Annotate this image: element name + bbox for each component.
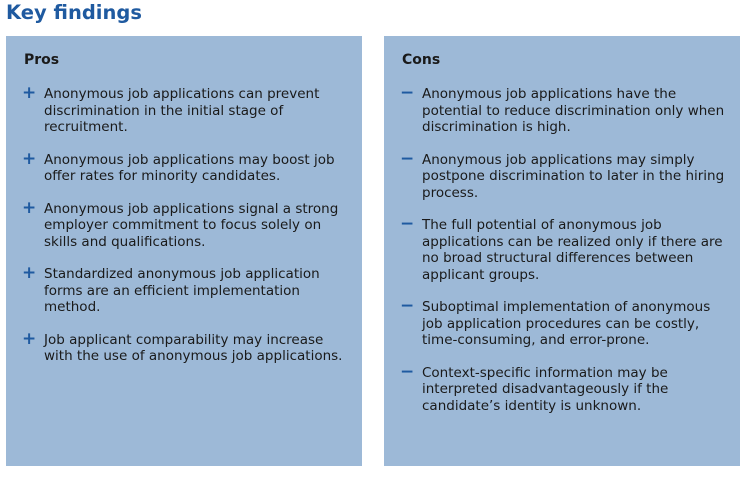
minus-icon: − xyxy=(400,361,415,382)
cons-list-item xyxy=(400,296,730,349)
pros-item-text: Job applicant comparability may increase with the use of anonymous job applications. xyxy=(44,331,343,364)
pros-heading: Pros xyxy=(24,52,60,68)
cons-list xyxy=(400,83,730,430)
pros-item-text: Anonymous job applications may boost job offer rates for minority candidates. xyxy=(44,151,335,184)
pros-item-text: Anonymous job applications can prevent discrimination in the initial stage of recruitment. xyxy=(44,86,320,135)
plus-icon: + xyxy=(22,263,37,283)
cons-item-text: Suboptimal implementation of anonymous job application procedures can be costly, time-consuming, and error-prone. xyxy=(422,299,711,348)
minus-icon: − xyxy=(400,83,415,103)
minus-icon: − xyxy=(400,214,415,234)
pros-list-item xyxy=(22,263,352,316)
cons-list-item xyxy=(400,214,730,283)
cons-item-text: Anonymous job applications may simply postpone discrimination to later in the hiring process. xyxy=(422,151,725,201)
cons-list-item xyxy=(400,83,730,136)
minus-icon: − xyxy=(400,148,415,169)
cons-list-item xyxy=(400,361,730,415)
plus-icon: + xyxy=(22,83,37,103)
page-title: Key findings xyxy=(6,1,142,24)
cons-item-text: Anonymous job applications have the potential to reduce discrimination only when discrimination is high. xyxy=(422,86,725,135)
pros-list-item xyxy=(22,83,352,136)
pros-list-item xyxy=(22,197,352,251)
cons-heading: Cons xyxy=(402,52,441,68)
pros-list-item xyxy=(22,328,352,365)
minus-icon: − xyxy=(400,296,415,316)
plus-icon: + xyxy=(22,328,37,349)
plus-icon: + xyxy=(22,148,37,169)
pros-list-item xyxy=(22,148,352,185)
cons-list-item xyxy=(400,148,730,202)
pros-list xyxy=(22,83,352,381)
pros-item-text: Standardized anonymous job application forms are an efficient implementation method. xyxy=(44,266,320,315)
cons-item-text: The full potential of anonymous job applications can be realized only if there are no broad structural differences between applicant groups. xyxy=(422,217,723,283)
pros-item-text: Anonymous job applications signal a strong employer commitment to focus solely on skills and qualifications. xyxy=(44,200,339,250)
pros-panel xyxy=(6,36,362,466)
cons-item-text: Context-specific information may be interpreted disadvantageously if the candidate’s identity is unknown. xyxy=(422,364,669,414)
cons-panel xyxy=(384,36,740,466)
plus-icon: + xyxy=(22,197,37,218)
